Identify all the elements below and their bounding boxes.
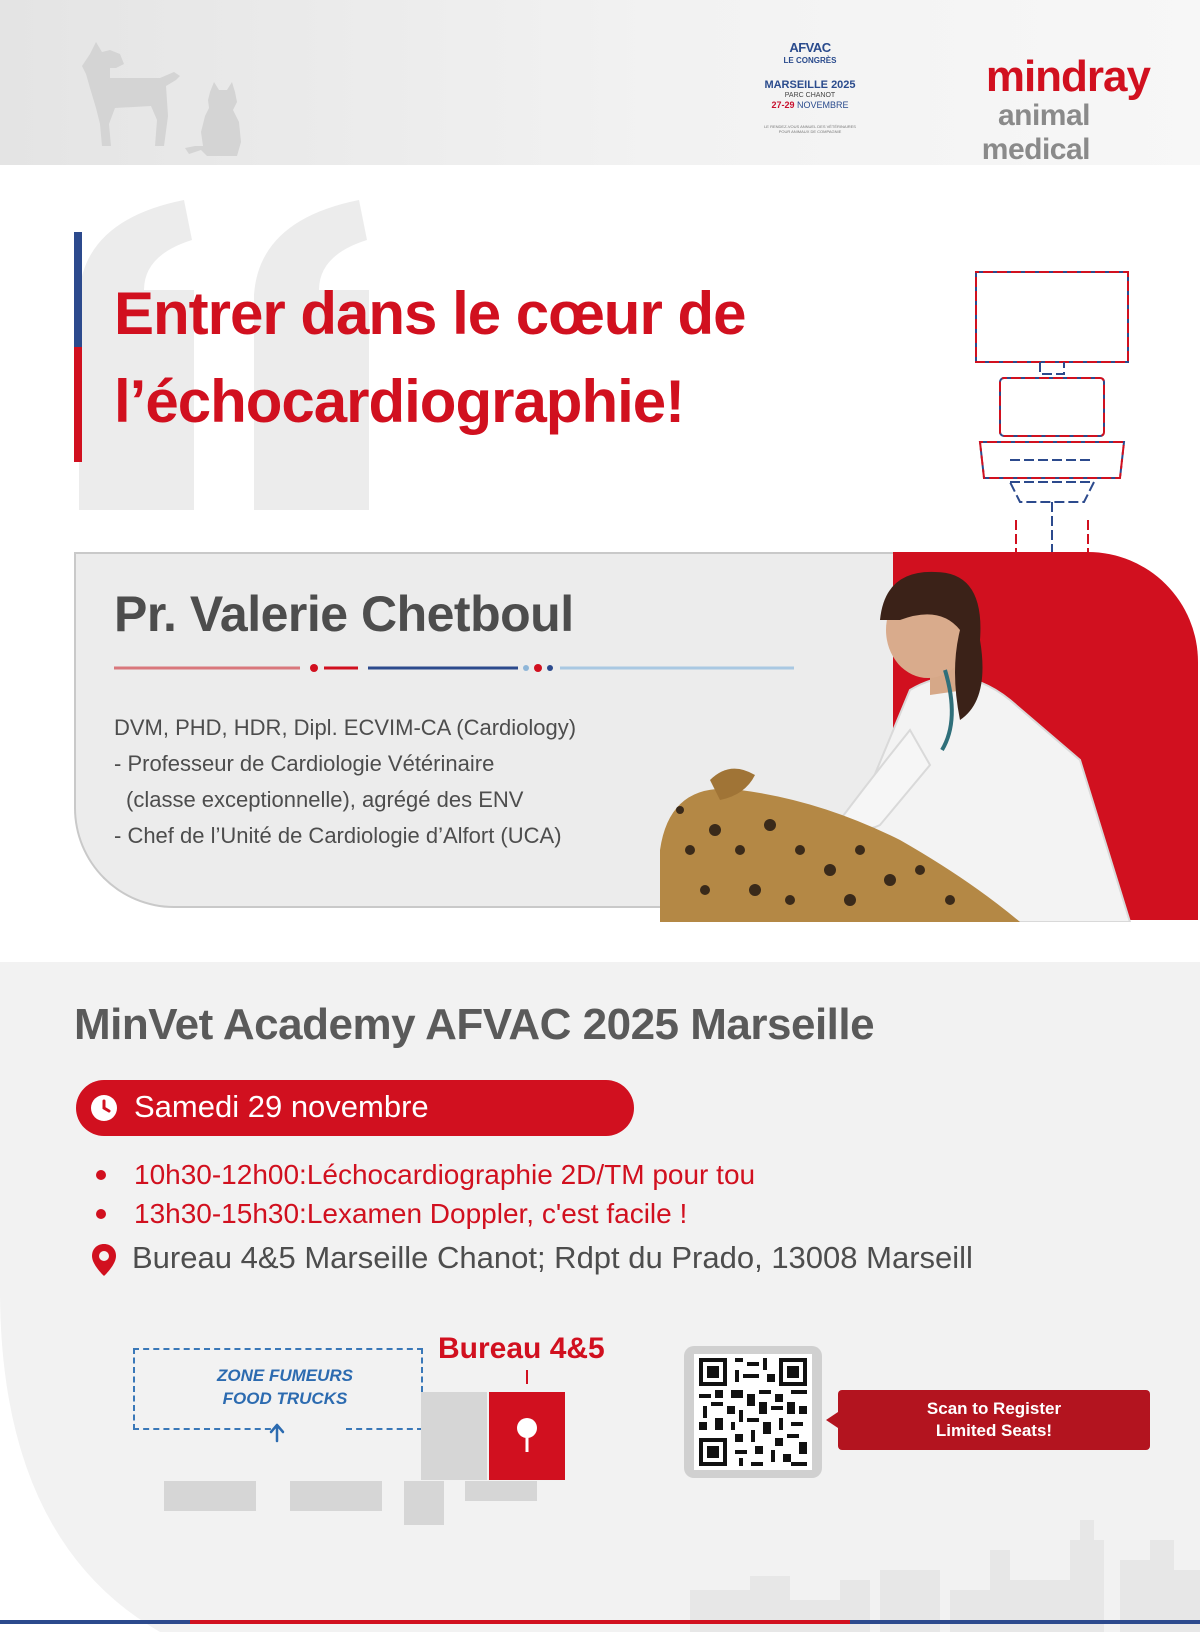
- zone-label-line2: FOOD TRUCKS: [222, 1389, 348, 1408]
- clock-icon: [90, 1094, 118, 1122]
- afvac-month: NOVEMBRE: [797, 100, 849, 110]
- city-skyline-icon: [690, 1480, 1200, 1632]
- map-zone-label: [185, 1364, 385, 1410]
- event-address: [92, 1238, 1092, 1282]
- bio-line: - Chef de l’Unité de Cardiologie d’Alfort (UCA): [114, 823, 562, 848]
- session-text: 13h30-15h30:Lexamen Doppler, c'est facile !: [134, 1198, 688, 1229]
- bullet-icon: [96, 1170, 106, 1180]
- headline-line2: l’échocardiographie!: [114, 368, 685, 435]
- footer-line: [0, 1620, 1200, 1624]
- headline-line1: Entrer dans le cœur de: [114, 280, 746, 347]
- title-accent-bar: [74, 232, 82, 462]
- brand-division: animal medical: [981, 99, 1090, 166]
- afvac-tagline-line2: POUR ANIMAUX DE COMPAGNIE: [778, 129, 842, 134]
- afvac-days: 27-29: [771, 100, 795, 110]
- afvac-city: MARSEILLE: [764, 79, 828, 91]
- mindray-logo: [900, 52, 1160, 167]
- zone-label-line1: ZONE FUMEURS: [217, 1366, 353, 1385]
- afvac-subtitle: LE CONGRÈS: [783, 56, 837, 65]
- cta-line2: Limited Seats!: [935, 1421, 1053, 1440]
- list-item: [94, 1155, 755, 1194]
- ultrasound-machine-icon: [970, 270, 1155, 560]
- event-date: Samedi 29 novembre: [134, 1089, 429, 1124]
- pets-silhouette-icon: [70, 36, 260, 166]
- bio-line: (classe exceptionnelle), agrégé des ENV: [126, 787, 524, 812]
- bio-line: DVM, PHD, HDR, Dipl. ECVIM-CA (Cardiology): [114, 715, 577, 740]
- list-item: [94, 1194, 755, 1233]
- speaker-bio: [114, 710, 576, 854]
- qr-code-icon[interactable]: [694, 1354, 812, 1470]
- map-bureau-tick: [526, 1370, 528, 1384]
- brand-name: mindray: [985, 52, 1150, 101]
- headline: [114, 270, 874, 446]
- lower-left-curve: [0, 1290, 160, 1632]
- up-arrow-icon: [269, 1423, 285, 1443]
- afvac-tagline-line1: LE RENDEZ-VOUS ANNUEL DES VÉTÉRINAIRES: [764, 124, 856, 129]
- afvac-logo-text: AFVAC: [789, 40, 831, 55]
- afvac-congress-logo: [750, 40, 870, 134]
- session-text: 10h30-12h00:Léchocardiographie 2D/TM pour tou: [134, 1159, 756, 1190]
- register-callout[interactable]: [838, 1390, 1150, 1450]
- map-bureau-label: Bureau 4&5: [438, 1332, 605, 1365]
- map-block: [404, 1481, 444, 1525]
- date-pill: [76, 1080, 634, 1136]
- speaker-photo: [660, 550, 1180, 922]
- map-block: [465, 1481, 537, 1501]
- address-text: Bureau 4&5 Marseille Chanot; Rdpt du Prado, 13008 Marseill: [132, 1240, 973, 1275]
- header-band: [0, 0, 1200, 165]
- decorative-divider: [114, 662, 794, 674]
- map-block: [164, 1481, 256, 1511]
- event-title: MinVet Academy AFVAC 2025 Marseille: [74, 1000, 875, 1049]
- map-block: [421, 1392, 487, 1480]
- location-pin-icon: [92, 1244, 116, 1276]
- session-list: [94, 1155, 755, 1233]
- bio-line: - Professeur de Cardiologie Vétérinaire: [114, 751, 495, 776]
- bullet-icon: [96, 1209, 106, 1219]
- afvac-dates: [750, 100, 870, 110]
- cta-line1: Scan to Register: [926, 1399, 1062, 1418]
- cta-pointer: [826, 1412, 838, 1428]
- afvac-tagline: [750, 124, 870, 134]
- map-pin-icon: [515, 1418, 539, 1452]
- afvac-venue: PARC CHANOT: [784, 92, 836, 99]
- speaker-name: Pr. Valerie Chetboul: [114, 586, 574, 642]
- afvac-year: 2025: [831, 79, 856, 91]
- afvac-city-year: [750, 79, 870, 91]
- map-block: [290, 1481, 382, 1511]
